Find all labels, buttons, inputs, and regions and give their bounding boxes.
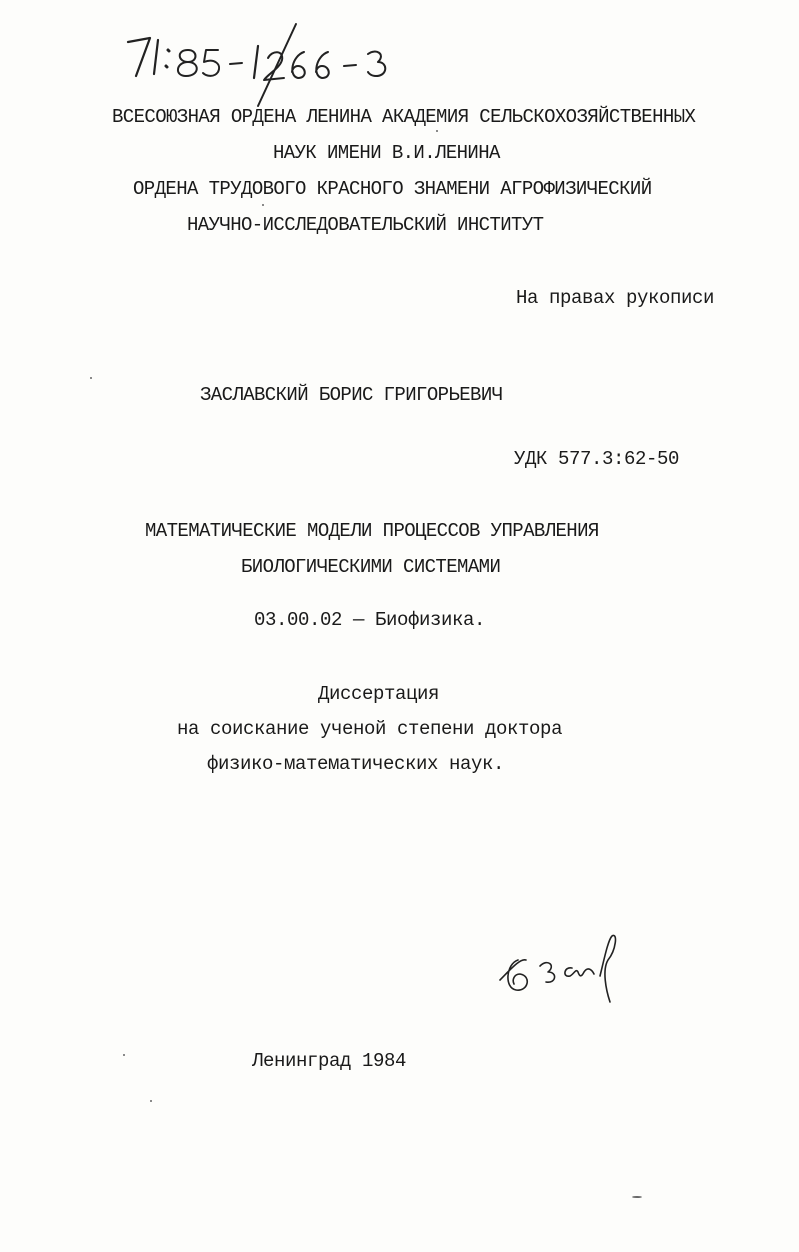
archive-code-drawing bbox=[118, 20, 418, 110]
scan-speck bbox=[436, 130, 438, 132]
institution-line-4: НАУЧНО-ИССЛЕДОВАТЕЛЬСКИЙ ИНСТИТУТ bbox=[187, 214, 544, 236]
place-year: Ленинград 1984 bbox=[252, 1050, 407, 1072]
institution-line-1: ВСЕСОЮЗНАЯ ОРДЕНА ЛЕНИНА АКАДЕМИЯ СЕЛЬСКОХОЗЯЙСТВЕННЫХ bbox=[112, 106, 696, 128]
manuscript-note: На правах рукописи bbox=[516, 287, 715, 309]
signature-drawing bbox=[496, 930, 626, 1010]
scan-speck bbox=[632, 1196, 642, 1198]
scan-speck bbox=[123, 1054, 125, 1056]
author-name: ЗАСЛАВСКИЙ БОРИС ГРИГОРЬЕВИЧ bbox=[200, 384, 503, 406]
institution-line-3: ОРДЕНА ТРУДОВОГО КРАСНОГО ЗНАМЕНИ АГРОФИЗИЧЕСКИЙ bbox=[133, 178, 652, 200]
scan-speck bbox=[150, 1100, 152, 1102]
udc-code: УДК 577.3:62-50 bbox=[514, 448, 680, 470]
institution-line-2: НАУК ИМЕНИ В.И.ЛЕНИНА bbox=[273, 142, 500, 164]
degree-line-1: Диссертация bbox=[318, 683, 440, 705]
signature bbox=[496, 930, 626, 1010]
degree-line-3: физико-математических наук. bbox=[207, 753, 505, 775]
thesis-title-line-1: МАТЕМАТИЧЕСКИЕ МОДЕЛИ ПРОЦЕССОВ УПРАВЛЕНИЯ bbox=[145, 520, 599, 542]
scan-speck bbox=[262, 204, 264, 206]
specialty-code: 03.00.02 — Биофизика. bbox=[254, 609, 486, 631]
degree-line-2: на соискание ученой степени доктора bbox=[177, 718, 563, 740]
archive-code-handwriting bbox=[118, 20, 418, 110]
scan-speck bbox=[90, 377, 92, 379]
thesis-title-line-2: БИОЛОГИЧЕСКИМИ СИСТЕМАМИ bbox=[241, 556, 501, 578]
